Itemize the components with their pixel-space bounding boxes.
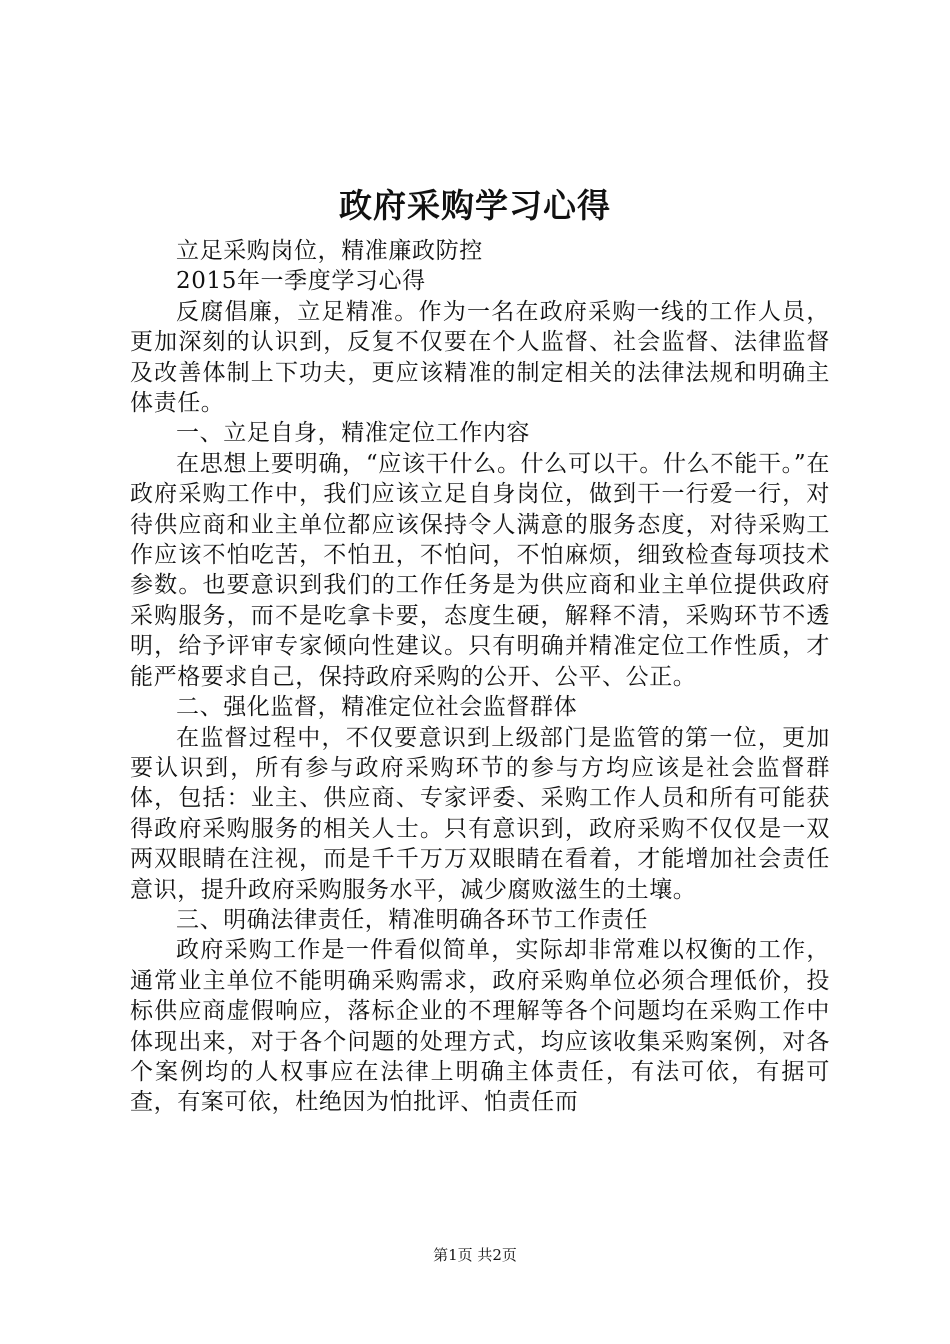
body-paragraph: 在监督过程中，不仅要意识到上级部门是监管的第一位，更加要认识到，所有参与政府采购环节的参与方均应该是社会监督群体，包括：业主、供应商、专家评委、采购工作人员和所有可能获得政府采购服务的相关人士。只有意识到，政府采购不仅仅是一双两双眼睛在注视，而是千千万万双眼睛在看着，才能增加社会责任意识，提升政府采购服务水平，减少腐败滋生的土壤。 xyxy=(130,724,830,903)
page-footer: 第1页 共2页 xyxy=(433,1246,517,1264)
document-body xyxy=(130,236,830,1118)
body-paragraph: 在思想上要明确，“应该干什么。什么可以干。什么不能干。”在政府采购工作中，我们应该立足自身岗位，做到干一行爱一行，对待供应商和业主单位都应该保持令人满意的服务态度，对待采购工作应该不怕吃苦，不怕丑，不怕问，不怕麻烦，细致检查每项技术参数。也要意识到我们的工作任务是为供应商和业主单位提供政府采购服务，而不是吃拿卡要，态度生硬，解释不清，采购环节不透明，给予评审专家倾向性建议。只有明确并精准定位工作性质，才能严格要求自己，保持政府采购的公开、公平、公正。 xyxy=(130,450,830,690)
section-heading: 一、立足自身，精准定位工作内容 xyxy=(176,420,530,447)
section-heading: 二、强化监督，精准定位社会监督群体 xyxy=(176,694,578,721)
section-heading: 三、明确法律责任，精准明确各环节工作责任 xyxy=(176,906,648,933)
body-paragraph: 政府采购工作是一件看似简单，实际却非常难以权衡的工作，通常业主单位不能明确采购需求，政府采购单位必须合理低价，投标供应商虚假响应，落标企业的不理解等各个问题均在采购工作中体现出来，对于各个问题的处理方式，均应该收集采购案例，对各个案例均的人权事应在法律上明确主体责任，有法可依，有据可查，有案可依，杜绝因为怕批评、怕责任而 xyxy=(130,937,830,1116)
body-paragraph: 反腐倡廉，立足精准。作为一名在政府采购一线的工作人员，更加深刻的认识到，反复不仅要在个人监督、社会监督、法律监督及改善体制上下功夫，更应该精准的制定相关的法律法规和明确主体责任。 xyxy=(130,298,830,417)
document-title: 政府采购学习心得 xyxy=(339,186,611,225)
subtitle-line: 2015年一季度学习心得 xyxy=(176,268,426,295)
subtitle-line: 立足采购岗位，精准廉政防控 xyxy=(176,238,483,264)
